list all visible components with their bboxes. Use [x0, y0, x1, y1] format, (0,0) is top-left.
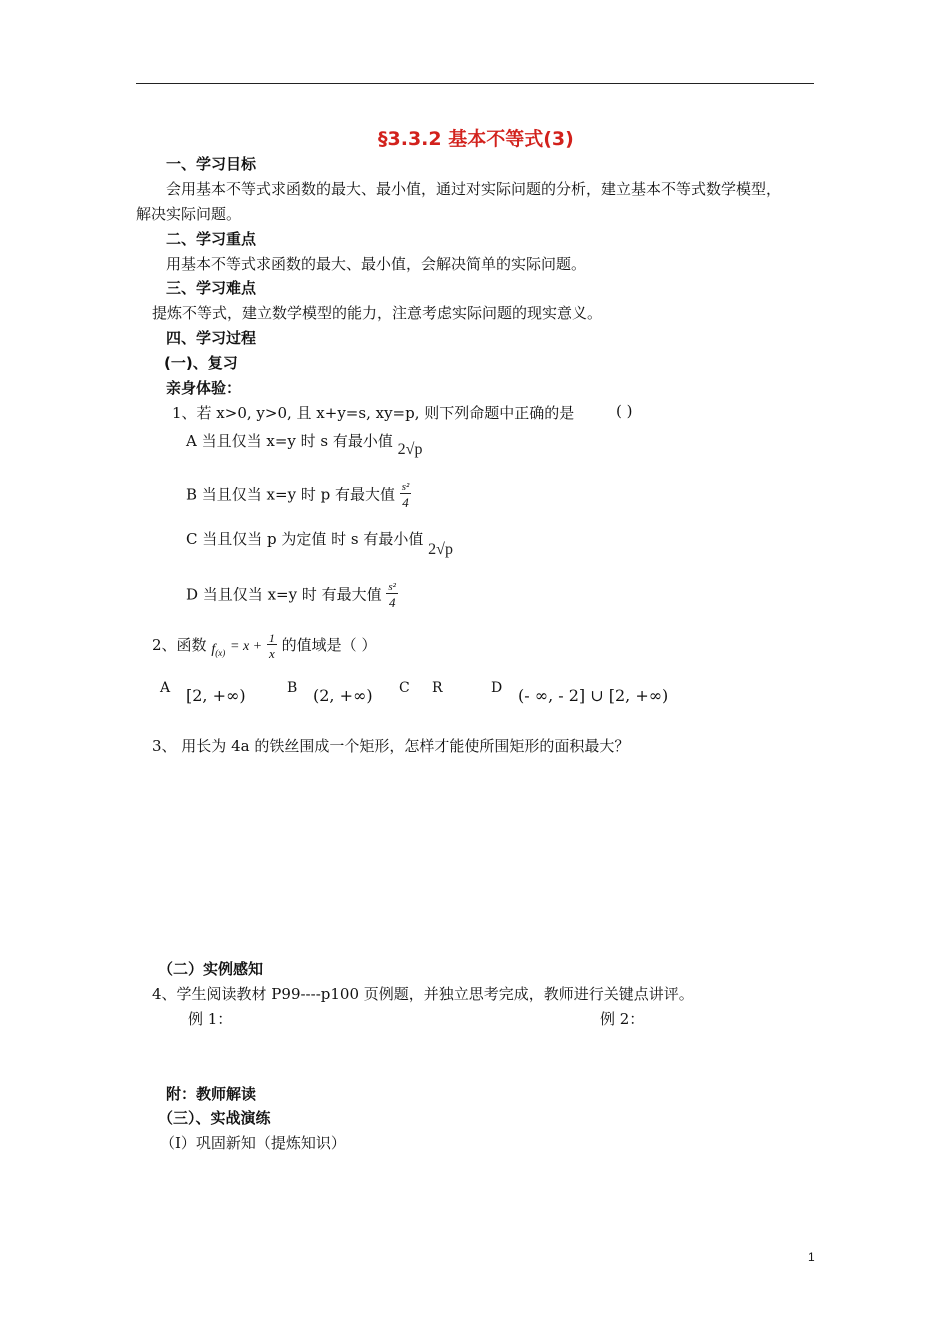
question-1-option-b	[186, 482, 411, 509]
page-number: 1	[808, 1250, 815, 1264]
question-1-answer-paren: ( )	[616, 402, 633, 420]
option-b-denominator: 4	[402, 495, 409, 510]
question-2-func-sub: (x)	[215, 648, 226, 658]
question-2-option-c-label: C	[399, 680, 410, 696]
option-d-numerator: s²	[388, 581, 396, 593]
question-2-suffix: 的值域是（ ）	[281, 636, 377, 654]
example-1-label: 例 1：	[188, 1010, 233, 1028]
practice-subheading: （I）巩固新知（提炼知识）	[160, 1134, 346, 1152]
heading-key-points: 二、学习重点	[166, 230, 257, 248]
question-2-option-b-label: B	[287, 680, 298, 696]
heading-difficulties: 三、学习难点	[166, 279, 257, 297]
option-c-math: 2√p	[428, 541, 453, 558]
header-rule	[136, 83, 814, 84]
question-2-eq: = x +	[230, 639, 263, 654]
question-2-func: f	[211, 642, 216, 657]
page-title: §3.3.2 基本不等式(3)	[378, 128, 574, 150]
subheading-experience: 亲身体验：	[166, 379, 242, 397]
difficulties-text: 提炼不等式，建立数学模型的能力，注意考虑实际问题的现实意义。	[152, 304, 603, 322]
question-2-option-a-label: A	[160, 680, 171, 696]
option-b-text: B 当且仅当 x=y 时 p 有最大值	[186, 485, 395, 504]
heading-examples: （二）实例感知	[158, 960, 264, 978]
key-points-text: 用基本不等式求函数的最大、最小值，会解决简单的实际问题。	[166, 255, 587, 273]
heading-objectives: 一、学习目标	[166, 155, 257, 173]
question-1-option-a	[186, 430, 423, 458]
option-b-numerator: s²	[401, 481, 410, 493]
option-d-text: D 当且仅当 x=y 时 有最大值	[186, 585, 382, 604]
option-a-math: 2√p	[397, 441, 423, 458]
option-d-fraction	[386, 582, 398, 609]
heading-practice: （三）、实战演练	[158, 1109, 271, 1127]
example-2-label: 例 2：	[600, 1010, 645, 1028]
question-2-option-b-value: (2, +∞)	[313, 686, 373, 705]
option-c-text: C 当且仅当 p 为定值 时 s 有最小值	[186, 530, 424, 548]
objectives-text-line2: 解决实际问题。	[136, 205, 242, 223]
question-2-option-d-label: D	[491, 680, 503, 696]
question-2-prefix: 2、函数	[152, 636, 207, 654]
option-d-denominator: 4	[388, 595, 396, 610]
question-1-option-d	[186, 582, 398, 609]
question-2-fraction	[267, 632, 277, 660]
question-3: 3、 用长为 4a 的铁丝围成一个矩形，怎样才能使所围矩形的面积最大？	[152, 737, 630, 755]
question-2-stem	[152, 632, 376, 660]
question-2-numerator: 1	[268, 631, 275, 645]
question-1-option-c	[186, 528, 453, 558]
option-b-fraction	[400, 482, 412, 509]
question-2-option-c-value: R	[432, 680, 443, 696]
objectives-text-line1: 会用基本不等式求函数的最大、最小值，通过对实际问题的分析，建立基本不等式数学模型，	[166, 180, 782, 198]
option-a-text: A 当且仅当 x=y 时 s 有最小值	[186, 432, 393, 450]
question-2-denominator: x	[269, 646, 275, 661]
question-1-stem: 1、若 x>0, y>0, 且 x+y=s, xy=p, 则下列命题中正确的是	[172, 404, 575, 422]
heading-teacher-notes: 附：教师解读	[166, 1085, 257, 1103]
heading-process: 四、学习过程	[166, 329, 257, 347]
question-2-option-d-value: (- ∞, - 2] ∪ [2, +∞)	[518, 686, 669, 705]
question-4: 4、学生阅读教材 P99----p100 页例题，并独立思考完成，教师进行关键点讲评。	[152, 985, 694, 1003]
question-2-option-a-value: [2, +∞)	[186, 686, 246, 705]
subheading-review: (一)、复习	[164, 354, 238, 372]
